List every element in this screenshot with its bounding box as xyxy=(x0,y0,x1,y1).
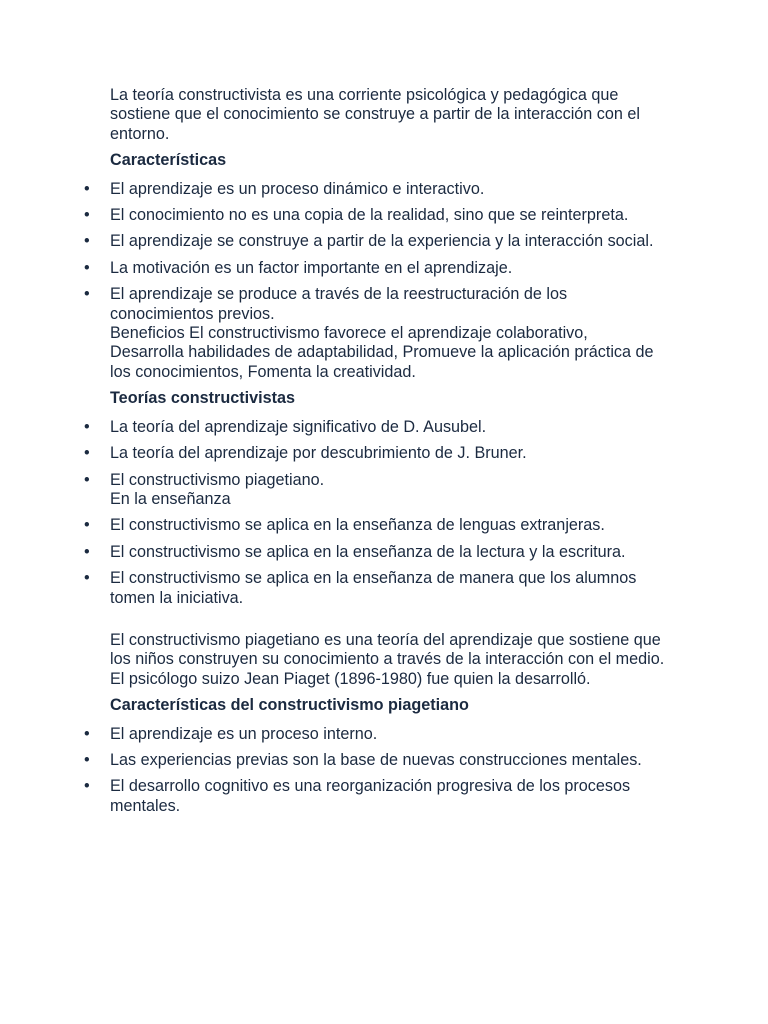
list-item-text: • El constructivismo piagetiano. xyxy=(110,470,325,489)
intro-paragraph: La teoría constructivista es una corriente psicológica y pedagógica que sostiene que el conocimiento se construye a partir de la interacción con el entorno. xyxy=(110,86,640,143)
list-item xyxy=(0,471,658,510)
list-item: • La teoría del aprendizaje significativo de D. Ausubel. xyxy=(0,418,658,437)
list-item: • El desarrollo cognitivo es una reorganización progresiva de los procesos mentales. xyxy=(0,777,658,816)
list-item: • El conocimiento no es una copia de la realidad, sino que se reinterpreta. xyxy=(0,206,658,225)
list-item: • El constructivismo se aplica en la enseñanza de lenguas extranjeras. xyxy=(0,516,658,535)
list-item: • El constructivismo se aplica en la enseñanza de la lectura y la escritura. xyxy=(0,543,658,562)
caracteristicas-list xyxy=(0,180,768,383)
list-item xyxy=(0,285,658,382)
list-item: • El constructivismo se aplica en la enseñanza de manera que los alumnos tomen la iniciativa. xyxy=(0,569,658,608)
piagetiano-list xyxy=(0,725,768,817)
subheading-ensenanza: En la enseñanza xyxy=(110,489,231,508)
heading-teorias: Teorías constructivistas xyxy=(110,389,296,408)
teorias-list xyxy=(0,418,768,510)
piaget-paragraph: El constructivismo piagetiano es una teoría del aprendizaje que sostiene que los niños construyen su conocimiento a través de la interacción con el medio. El psicólogo suizo Jean Piaget (1896-1980) fue quien la desarrolló. xyxy=(110,630,665,688)
ensenanza-list xyxy=(0,516,768,608)
list-item-text: • El aprendizaje se produce a través de la reestructuración de los conocimientos previos. xyxy=(110,285,568,323)
spacer xyxy=(0,615,768,631)
document-page xyxy=(0,86,768,823)
list-item: • El aprendizaje es un proceso interno. xyxy=(0,725,658,744)
benefits-text: Beneficios El constructivismo favorece el aprendizaje colaborativo, Desarrolla habilidades de adaptabilidad, Promueve la aplicación práctica de los conocimientos, Fomenta la creatividad. xyxy=(110,324,654,381)
list-item: • La motivación es un factor importante en el aprendizaje. xyxy=(0,259,658,278)
heading-caracteristicas: Características xyxy=(110,151,227,170)
list-item: • El aprendizaje es un proceso dinámico e interactivo. xyxy=(0,180,658,199)
list-item: • Las experiencias previas son la base de nuevas construcciones mentales. xyxy=(0,751,658,770)
list-item: • El aprendizaje se construye a partir de la experiencia y la interacción social. xyxy=(0,232,658,251)
list-item: • La teoría del aprendizaje por descubrimiento de J. Bruner. xyxy=(0,444,658,463)
heading-piagetiano: Características del constructivismo piagetiano xyxy=(110,696,469,715)
